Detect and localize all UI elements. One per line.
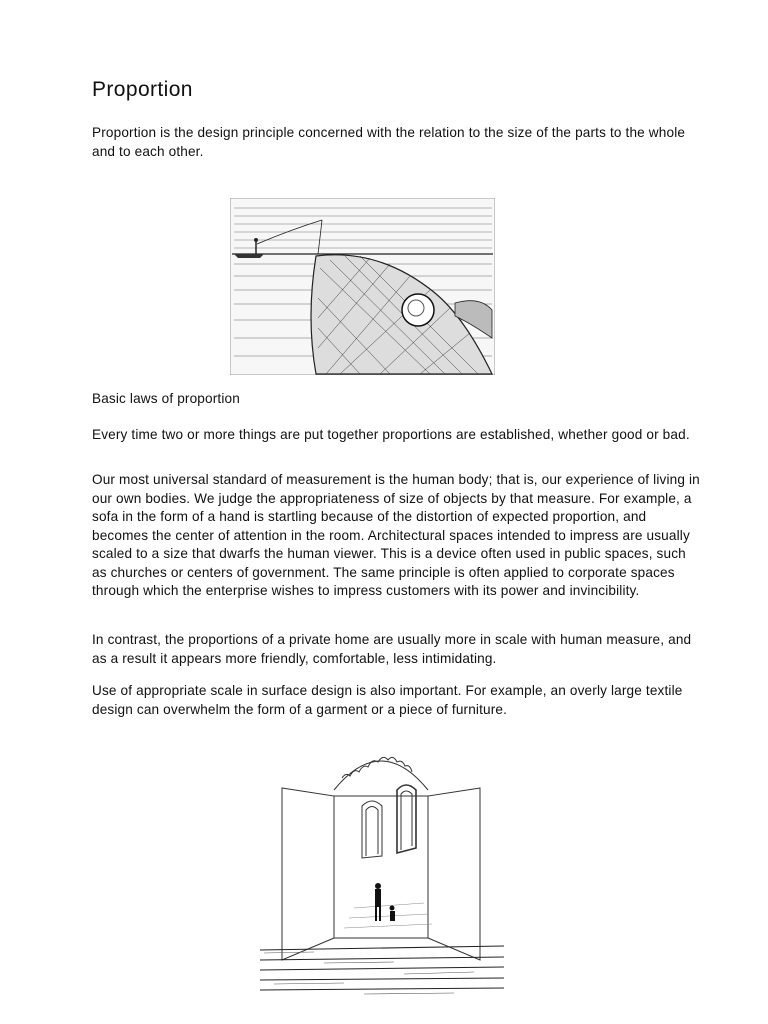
paragraph-2-block <box>92 471 700 601</box>
paragraph-1-block <box>92 426 700 445</box>
paragraph-3-block <box>92 631 700 668</box>
section-heading: Basic laws of proportion <box>92 391 240 406</box>
intro-paragraph: Proportion is the design principle concerned with the relation to the size of the parts to the whole and to each other. <box>92 125 686 159</box>
doorway-drawing <box>254 738 508 1004</box>
paragraph-3: In contrast, the proportions of a private home are usually more in scale with human measure, and as a result it appears more friendly, comfortable, less intimidating. <box>92 632 692 666</box>
paragraph-4-block <box>92 682 700 719</box>
fish-net-drawing <box>230 198 495 375</box>
intro-paragraph-block <box>92 124 700 161</box>
paragraph-2: Our most universal standard of measurement is the human body; that is, our experience of living in our own bodies. We judge the appropriateness of size of objects by that measure. For example, a sofa in the form of a hand is startling because of the distortion of expected proportion, and becomes the center of attention in the room. Architectural spaces intended to impress are usually scaled to a size that dwarfs the human viewer. This is a device often used in public spaces, such as churches or centers of government. The same principle is often applied to corporate spaces through which the enterprise wishes to impress customers with its power and invincibility. <box>92 472 700 598</box>
fish-net-illustration <box>230 198 495 375</box>
paragraph-4: Use of appropriate scale in surface design is also important. For example, an overly large textile design can overwhelm the form of a garment or a piece of furniture. <box>92 683 683 717</box>
paragraph-1: Every time two or more things are put together proportions are established, whether good or bad. <box>92 427 690 442</box>
section-heading-block <box>92 390 700 409</box>
doorway-illustration <box>254 738 508 1004</box>
page-title: Proportion <box>92 78 193 101</box>
